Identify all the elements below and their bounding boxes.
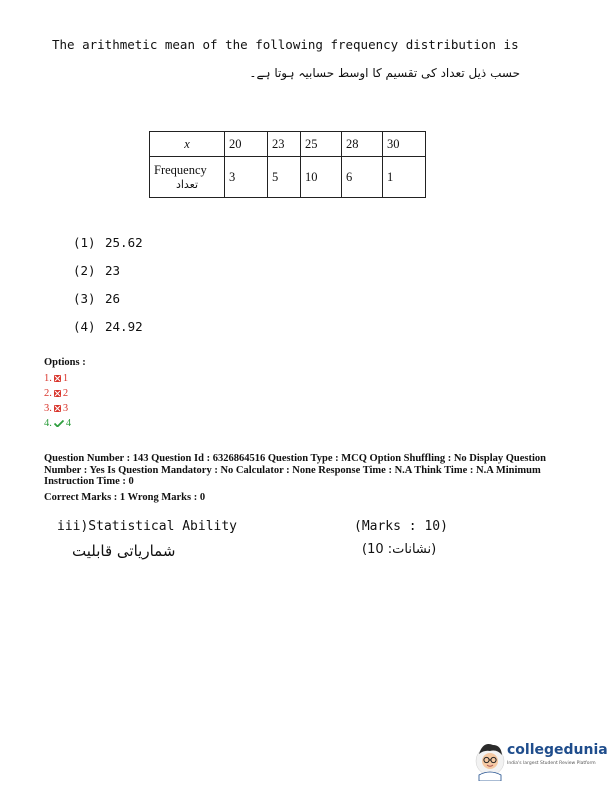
brand-tagline: India's largest Student Review Platform xyxy=(507,761,596,766)
question-text: The arithmetic mean of the following frequency distribution is xyxy=(52,37,519,52)
wrong-mark-icon xyxy=(54,405,61,412)
check-icon xyxy=(54,420,64,427)
table-row xyxy=(150,157,426,198)
x-value: 20 xyxy=(225,132,268,157)
choice-4: (4) 24.92 xyxy=(73,319,143,334)
answer-option-1: 1. 1 xyxy=(44,373,69,384)
answer-option-2: 2. 2 xyxy=(44,388,69,399)
x-value: 30 xyxy=(383,132,426,157)
table-row xyxy=(150,132,426,157)
section-marks-urdu: (نشانات: 10) xyxy=(362,542,437,557)
choice-2: (2) 23 xyxy=(73,263,121,278)
x-value: 28 xyxy=(342,132,383,157)
marks-info: Correct Marks : 1 Wrong Marks : 0 xyxy=(44,492,206,503)
frequency-table xyxy=(149,131,426,198)
choice-1: (1) 25.62 xyxy=(73,235,143,250)
question-metadata: Question Number : 143 Question Id : 6326864516 Question Type : MCQ Option Shuffling : No Display Question Number : Yes Is Question Mandatory : No Calculator : None Response Time : N.A Think Time : N.A Minimum Instruction Time : 0 xyxy=(44,453,547,487)
answer-option-4: 4. 4 xyxy=(44,418,72,429)
frequency-header xyxy=(150,157,225,198)
question-text-urdu: حسب ذیل تعداد کی تقسیم کا اوسط حسابیہ ہوتا ہے۔ xyxy=(249,66,520,80)
brand-name: collegedunia xyxy=(507,742,608,758)
x-value: 23 xyxy=(268,132,301,157)
answer-option-3: 3. 3 xyxy=(44,403,69,414)
frequency-value: 6 xyxy=(342,157,383,198)
section-marks: (Marks : 10) xyxy=(354,519,448,534)
frequency-value: 5 xyxy=(268,157,301,198)
frequency-label-urdu: تعداد xyxy=(175,177,199,191)
section-title-urdu: شماریاتی قابلیت xyxy=(72,542,176,560)
frequency-value: 10 xyxy=(301,157,342,198)
section-title: iii)Statistical Ability xyxy=(57,519,238,534)
wrong-mark-icon xyxy=(54,375,61,382)
frequency-value: 1 xyxy=(383,157,426,198)
x-header: x xyxy=(150,132,225,157)
frequency-label: Frequency xyxy=(154,162,207,177)
choice-3: (3) 26 xyxy=(73,291,121,306)
frequency-value: 3 xyxy=(225,157,268,198)
x-value: 25 xyxy=(301,132,342,157)
wrong-mark-icon xyxy=(54,390,61,397)
options-title: Options : xyxy=(44,357,86,368)
